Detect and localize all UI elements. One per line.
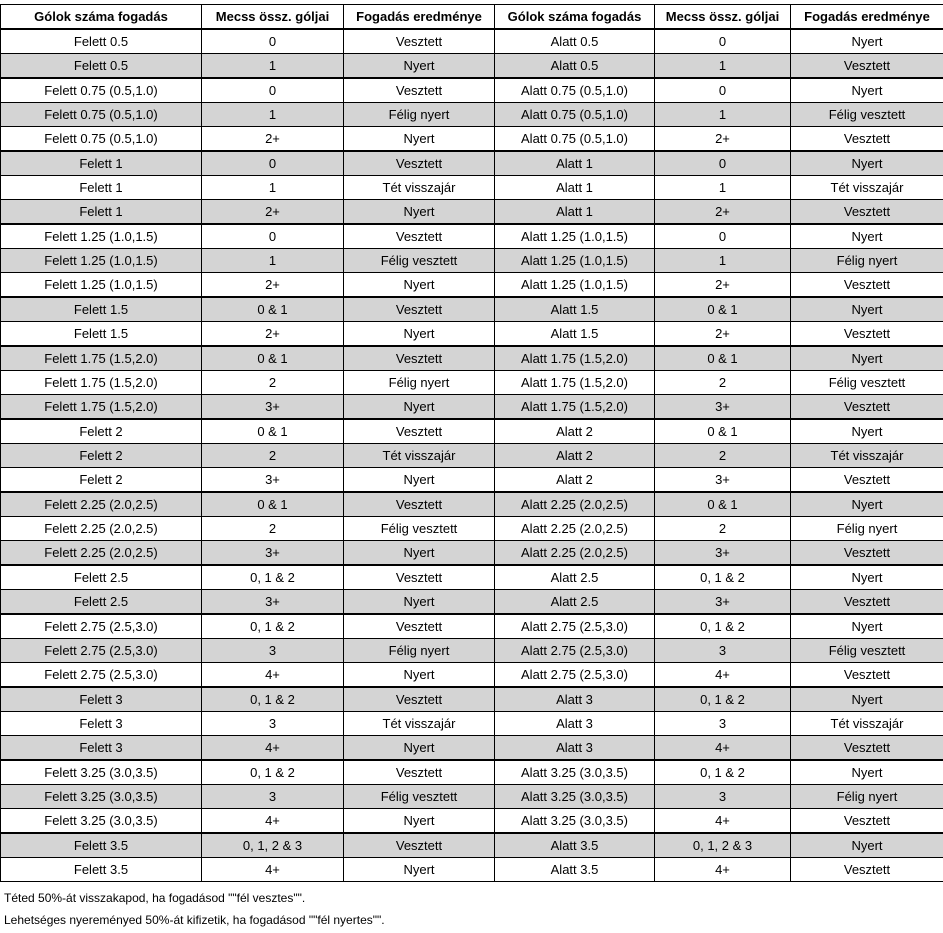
table-row xyxy=(1,590,943,615)
cell-under-result: Nyert xyxy=(791,151,943,176)
cell-under-total-goals: 3 xyxy=(655,639,791,663)
cell-under-result: Nyert xyxy=(791,614,943,639)
cell-under-bet: Alatt 2.25 (2.0,2.5) xyxy=(495,541,655,566)
cell-over-total-goals: 0 & 1 xyxy=(202,297,344,322)
header-over-bet: Gólok száma fogadás xyxy=(1,5,202,30)
cell-under-bet: Alatt 3.25 (3.0,3.5) xyxy=(495,760,655,785)
header-over-result: Fogadás eredménye xyxy=(344,5,495,30)
cell-over-total-goals: 3 xyxy=(202,785,344,809)
cell-under-total-goals: 2+ xyxy=(655,200,791,225)
table-row xyxy=(1,322,943,347)
table-row xyxy=(1,371,943,395)
cell-over-bet: Felett 1 xyxy=(1,151,202,176)
cell-under-total-goals: 0 & 1 xyxy=(655,297,791,322)
cell-over-bet: Felett 3 xyxy=(1,712,202,736)
cell-under-result: Vesztett xyxy=(791,663,943,688)
cell-under-bet: Alatt 1.75 (1.5,2.0) xyxy=(495,395,655,420)
cell-over-result: Tét visszajár xyxy=(344,712,495,736)
cell-under-result: Vesztett xyxy=(791,395,943,420)
cell-over-bet: Felett 0.75 (0.5,1.0) xyxy=(1,103,202,127)
cell-over-bet: Felett 1 xyxy=(1,200,202,225)
cell-over-bet: Felett 2 xyxy=(1,419,202,444)
cell-under-bet: Alatt 1.25 (1.0,1.5) xyxy=(495,224,655,249)
cell-over-bet: Felett 2 xyxy=(1,444,202,468)
cell-over-bet: Felett 2.75 (2.5,3.0) xyxy=(1,639,202,663)
cell-under-result: Nyert xyxy=(791,346,943,371)
cell-under-result: Tét visszajár xyxy=(791,444,943,468)
cell-over-bet: Felett 1.25 (1.0,1.5) xyxy=(1,224,202,249)
cell-over-total-goals: 0, 1 & 2 xyxy=(202,565,344,590)
cell-over-total-goals: 2+ xyxy=(202,273,344,298)
cell-under-total-goals: 0, 1 & 2 xyxy=(655,565,791,590)
cell-over-bet: Felett 3.25 (3.0,3.5) xyxy=(1,785,202,809)
table-row xyxy=(1,809,943,834)
table-row xyxy=(1,54,943,79)
table-row xyxy=(1,249,943,273)
cell-over-result: Félig vesztett xyxy=(344,249,495,273)
cell-under-bet: Alatt 0.5 xyxy=(495,54,655,79)
cell-over-result: Vesztett xyxy=(344,760,495,785)
table-row xyxy=(1,346,943,371)
table-row xyxy=(1,444,943,468)
cell-under-bet: Alatt 2 xyxy=(495,419,655,444)
cell-under-total-goals: 3+ xyxy=(655,590,791,615)
cell-under-total-goals: 1 xyxy=(655,54,791,79)
cell-under-total-goals: 2+ xyxy=(655,273,791,298)
table-row xyxy=(1,565,943,590)
cell-over-result: Nyert xyxy=(344,468,495,493)
cell-under-result: Nyert xyxy=(791,29,943,54)
cell-under-bet: Alatt 1.75 (1.5,2.0) xyxy=(495,371,655,395)
cell-under-bet: Alatt 3.5 xyxy=(495,858,655,882)
table-row xyxy=(1,468,943,493)
cell-under-bet: Alatt 1.5 xyxy=(495,322,655,347)
cell-over-result: Vesztett xyxy=(344,614,495,639)
cell-under-result: Vesztett xyxy=(791,200,943,225)
cell-over-total-goals: 0 xyxy=(202,151,344,176)
cell-over-total-goals: 0, 1 & 2 xyxy=(202,760,344,785)
cell-over-total-goals: 0 xyxy=(202,224,344,249)
cell-over-result: Vesztett xyxy=(344,419,495,444)
cell-under-bet: Alatt 2.75 (2.5,3.0) xyxy=(495,663,655,688)
cell-over-bet: Felett 3.25 (3.0,3.5) xyxy=(1,809,202,834)
cell-under-bet: Alatt 2.25 (2.0,2.5) xyxy=(495,492,655,517)
cell-over-bet: Felett 1.25 (1.0,1.5) xyxy=(1,273,202,298)
cell-over-total-goals: 4+ xyxy=(202,809,344,834)
cell-under-result: Félig vesztett xyxy=(791,103,943,127)
cell-under-bet: Alatt 3 xyxy=(495,736,655,761)
cell-under-bet: Alatt 3 xyxy=(495,712,655,736)
header-over-total-goals: Mecss össz. góljai xyxy=(202,5,344,30)
table-row xyxy=(1,151,943,176)
cell-under-bet: Alatt 3.5 xyxy=(495,833,655,858)
cell-over-result: Nyert xyxy=(344,736,495,761)
cell-over-bet: Felett 2 xyxy=(1,468,202,493)
cell-over-bet: Felett 2.75 (2.5,3.0) xyxy=(1,614,202,639)
table-row xyxy=(1,395,943,420)
cell-under-result: Nyert xyxy=(791,492,943,517)
cell-under-bet: Alatt 2 xyxy=(495,444,655,468)
cell-under-bet: Alatt 0.75 (0.5,1.0) xyxy=(495,78,655,103)
table-row xyxy=(1,273,943,298)
cell-under-result: Nyert xyxy=(791,224,943,249)
cell-under-bet: Alatt 3.25 (3.0,3.5) xyxy=(495,809,655,834)
cell-under-result: Nyert xyxy=(791,687,943,712)
cell-over-result: Nyert xyxy=(344,663,495,688)
cell-under-result: Félig nyert xyxy=(791,249,943,273)
footnote-half-won: Lehetséges nyereményed 50%-át kifizetik, ha fogadásod ""fél nyertes"". xyxy=(4,913,385,927)
cell-under-total-goals: 0 xyxy=(655,78,791,103)
cell-over-total-goals: 0 xyxy=(202,78,344,103)
cell-over-total-goals: 0, 1, 2 & 3 xyxy=(202,833,344,858)
table-row xyxy=(1,492,943,517)
table-row xyxy=(1,419,943,444)
cell-under-total-goals: 0 xyxy=(655,224,791,249)
cell-under-result: Nyert xyxy=(791,760,943,785)
cell-over-total-goals: 2+ xyxy=(202,127,344,152)
cell-over-result: Tét visszajár xyxy=(344,444,495,468)
cell-over-total-goals: 2+ xyxy=(202,200,344,225)
cell-under-result: Vesztett xyxy=(791,590,943,615)
cell-under-result: Félig vesztett xyxy=(791,371,943,395)
cell-over-total-goals: 1 xyxy=(202,54,344,79)
cell-over-bet: Felett 1.25 (1.0,1.5) xyxy=(1,249,202,273)
cell-over-bet: Felett 1.5 xyxy=(1,297,202,322)
cell-over-total-goals: 2+ xyxy=(202,322,344,347)
cell-over-result: Nyert xyxy=(344,322,495,347)
cell-under-total-goals: 4+ xyxy=(655,663,791,688)
cell-under-total-goals: 4+ xyxy=(655,858,791,882)
cell-over-total-goals: 4+ xyxy=(202,736,344,761)
cell-over-bet: Felett 1.75 (1.5,2.0) xyxy=(1,371,202,395)
cell-under-bet: Alatt 1 xyxy=(495,176,655,200)
cell-under-bet: Alatt 1.5 xyxy=(495,297,655,322)
cell-over-total-goals: 1 xyxy=(202,176,344,200)
cell-under-total-goals: 2 xyxy=(655,371,791,395)
table-row xyxy=(1,297,943,322)
table-row xyxy=(1,127,943,152)
table-row xyxy=(1,858,943,882)
cell-over-result: Félig vesztett xyxy=(344,517,495,541)
cell-over-bet: Felett 2.5 xyxy=(1,565,202,590)
cell-over-bet: Felett 2.25 (2.0,2.5) xyxy=(1,492,202,517)
table-row xyxy=(1,103,943,127)
table-header-row xyxy=(1,5,943,30)
cell-under-bet: Alatt 3.25 (3.0,3.5) xyxy=(495,785,655,809)
cell-over-total-goals: 1 xyxy=(202,103,344,127)
cell-under-bet: Alatt 2.75 (2.5,3.0) xyxy=(495,614,655,639)
cell-under-result: Vesztett xyxy=(791,809,943,834)
cell-over-result: Félig nyert xyxy=(344,103,495,127)
cell-under-result: Nyert xyxy=(791,297,943,322)
table-row xyxy=(1,712,943,736)
cell-under-total-goals: 1 xyxy=(655,176,791,200)
table-row xyxy=(1,517,943,541)
cell-under-result: Tét visszajár xyxy=(791,176,943,200)
cell-under-result: Vesztett xyxy=(791,54,943,79)
cell-over-total-goals: 0, 1 & 2 xyxy=(202,687,344,712)
cell-over-bet: Felett 2.75 (2.5,3.0) xyxy=(1,663,202,688)
cell-over-bet: Felett 1.5 xyxy=(1,322,202,347)
cell-under-total-goals: 4+ xyxy=(655,809,791,834)
cell-over-result: Vesztett xyxy=(344,346,495,371)
table-row xyxy=(1,639,943,663)
cell-over-bet: Felett 0.5 xyxy=(1,54,202,79)
cell-over-result: Vesztett xyxy=(344,297,495,322)
cell-over-bet: Felett 0.75 (0.5,1.0) xyxy=(1,78,202,103)
table-row xyxy=(1,760,943,785)
cell-over-result: Vesztett xyxy=(344,151,495,176)
footnotes xyxy=(4,887,385,931)
cell-over-bet: Felett 2.25 (2.0,2.5) xyxy=(1,541,202,566)
cell-over-total-goals: 2 xyxy=(202,371,344,395)
cell-under-bet: Alatt 2.25 (2.0,2.5) xyxy=(495,517,655,541)
table-row xyxy=(1,78,943,103)
cell-under-total-goals: 0 xyxy=(655,29,791,54)
cell-under-result: Vesztett xyxy=(791,468,943,493)
cell-over-total-goals: 0, 1 & 2 xyxy=(202,614,344,639)
cell-over-result: Vesztett xyxy=(344,29,495,54)
table-row xyxy=(1,200,943,225)
cell-over-total-goals: 3 xyxy=(202,712,344,736)
cell-over-bet: Felett 1 xyxy=(1,176,202,200)
cell-over-total-goals: 4+ xyxy=(202,663,344,688)
cell-under-total-goals: 0 & 1 xyxy=(655,492,791,517)
cell-under-total-goals: 0, 1 & 2 xyxy=(655,614,791,639)
cell-over-total-goals: 3 xyxy=(202,639,344,663)
cell-under-total-goals: 3+ xyxy=(655,541,791,566)
cell-over-bet: Felett 0.75 (0.5,1.0) xyxy=(1,127,202,152)
cell-over-bet: Felett 2.5 xyxy=(1,590,202,615)
cell-over-result: Nyert xyxy=(344,809,495,834)
table-body xyxy=(1,29,943,882)
cell-over-result: Vesztett xyxy=(344,224,495,249)
cell-over-result: Nyert xyxy=(344,590,495,615)
cell-over-bet: Felett 1.75 (1.5,2.0) xyxy=(1,346,202,371)
cell-over-bet: Felett 2.25 (2.0,2.5) xyxy=(1,517,202,541)
cell-over-result: Nyert xyxy=(344,395,495,420)
cell-over-result: Vesztett xyxy=(344,687,495,712)
cell-over-result: Vesztett xyxy=(344,565,495,590)
cell-under-total-goals: 3 xyxy=(655,712,791,736)
table-row xyxy=(1,541,943,566)
cell-under-bet: Alatt 1.25 (1.0,1.5) xyxy=(495,273,655,298)
cell-over-result: Vesztett xyxy=(344,833,495,858)
cell-under-total-goals: 0, 1, 2 & 3 xyxy=(655,833,791,858)
cell-under-total-goals: 2+ xyxy=(655,322,791,347)
table-row xyxy=(1,176,943,200)
cell-under-bet: Alatt 2.75 (2.5,3.0) xyxy=(495,639,655,663)
header-under-total-goals: Mecss össz. góljai xyxy=(655,5,791,30)
cell-over-result: Nyert xyxy=(344,54,495,79)
cell-under-result: Vesztett xyxy=(791,736,943,761)
cell-over-bet: Felett 3.25 (3.0,3.5) xyxy=(1,760,202,785)
cell-over-result: Nyert xyxy=(344,858,495,882)
cell-under-total-goals: 0 & 1 xyxy=(655,419,791,444)
cell-under-total-goals: 0 & 1 xyxy=(655,346,791,371)
cell-over-result: Vesztett xyxy=(344,78,495,103)
header-under-bet: Gólok száma fogadás xyxy=(495,5,655,30)
cell-under-total-goals: 1 xyxy=(655,103,791,127)
cell-under-total-goals: 4+ xyxy=(655,736,791,761)
cell-over-result: Nyert xyxy=(344,273,495,298)
cell-under-result: Vesztett xyxy=(791,541,943,566)
cell-under-bet: Alatt 1 xyxy=(495,200,655,225)
cell-over-bet: Felett 3 xyxy=(1,687,202,712)
cell-over-total-goals: 3+ xyxy=(202,395,344,420)
table-row xyxy=(1,663,943,688)
cell-over-total-goals: 1 xyxy=(202,249,344,273)
cell-under-result: Félig nyert xyxy=(791,785,943,809)
cell-under-bet: Alatt 1 xyxy=(495,151,655,176)
cell-under-result: Nyert xyxy=(791,565,943,590)
header-under-result: Fogadás eredménye xyxy=(791,5,943,30)
cell-over-total-goals: 0 & 1 xyxy=(202,492,344,517)
cell-over-result: Félig vesztett xyxy=(344,785,495,809)
table-row xyxy=(1,614,943,639)
cell-over-result: Vesztett xyxy=(344,492,495,517)
table-row xyxy=(1,29,943,54)
cell-under-bet: Alatt 2.5 xyxy=(495,590,655,615)
cell-under-result: Nyert xyxy=(791,78,943,103)
table-row xyxy=(1,785,943,809)
cell-over-bet: Felett 3.5 xyxy=(1,858,202,882)
cell-under-total-goals: 2+ xyxy=(655,127,791,152)
table-row xyxy=(1,687,943,712)
cell-over-total-goals: 3+ xyxy=(202,468,344,493)
cell-under-result: Nyert xyxy=(791,833,943,858)
cell-under-total-goals: 3+ xyxy=(655,468,791,493)
cell-under-total-goals: 0, 1 & 2 xyxy=(655,760,791,785)
cell-over-result: Nyert xyxy=(344,200,495,225)
cell-under-bet: Alatt 2.5 xyxy=(495,565,655,590)
cell-under-total-goals: 3 xyxy=(655,785,791,809)
cell-over-total-goals: 0 & 1 xyxy=(202,419,344,444)
cell-under-total-goals: 0, 1 & 2 xyxy=(655,687,791,712)
cell-under-bet: Alatt 0.5 xyxy=(495,29,655,54)
cell-over-result: Félig nyert xyxy=(344,371,495,395)
cell-over-result: Nyert xyxy=(344,127,495,152)
cell-over-total-goals: 0 xyxy=(202,29,344,54)
cell-over-total-goals: 3+ xyxy=(202,541,344,566)
cell-over-bet: Felett 1.75 (1.5,2.0) xyxy=(1,395,202,420)
cell-over-total-goals: 4+ xyxy=(202,858,344,882)
cell-over-total-goals: 2 xyxy=(202,444,344,468)
goal-betting-table xyxy=(0,4,943,882)
cell-under-total-goals: 2 xyxy=(655,517,791,541)
cell-over-bet: Felett 0.5 xyxy=(1,29,202,54)
cell-under-bet: Alatt 3 xyxy=(495,687,655,712)
table-row xyxy=(1,736,943,761)
cell-over-result: Tét visszajár xyxy=(344,176,495,200)
cell-under-result: Félig vesztett xyxy=(791,639,943,663)
cell-under-result: Tét visszajár xyxy=(791,712,943,736)
cell-under-result: Nyert xyxy=(791,419,943,444)
cell-under-total-goals: 1 xyxy=(655,249,791,273)
cell-under-bet: Alatt 1.75 (1.5,2.0) xyxy=(495,346,655,371)
cell-over-result: Nyert xyxy=(344,541,495,566)
cell-under-bet: Alatt 1.25 (1.0,1.5) xyxy=(495,249,655,273)
cell-over-bet: Felett 3.5 xyxy=(1,833,202,858)
cell-under-bet: Alatt 0.75 (0.5,1.0) xyxy=(495,127,655,152)
cell-under-result: Vesztett xyxy=(791,127,943,152)
table-row xyxy=(1,224,943,249)
cell-under-result: Félig nyert xyxy=(791,517,943,541)
cell-over-bet: Felett 3 xyxy=(1,736,202,761)
cell-under-bet: Alatt 0.75 (0.5,1.0) xyxy=(495,103,655,127)
cell-under-result: Vesztett xyxy=(791,858,943,882)
cell-under-result: Vesztett xyxy=(791,322,943,347)
cell-over-total-goals: 3+ xyxy=(202,590,344,615)
cell-under-result: Vesztett xyxy=(791,273,943,298)
cell-under-total-goals: 0 xyxy=(655,151,791,176)
cell-over-result: Félig nyert xyxy=(344,639,495,663)
table-row xyxy=(1,833,943,858)
cell-over-total-goals: 0 & 1 xyxy=(202,346,344,371)
cell-over-total-goals: 2 xyxy=(202,517,344,541)
cell-under-bet: Alatt 2 xyxy=(495,468,655,493)
cell-under-total-goals: 3+ xyxy=(655,395,791,420)
cell-under-total-goals: 2 xyxy=(655,444,791,468)
footnote-half-lost: Téted 50%-át visszakapod, ha fogadásod ""fél vesztes"". xyxy=(4,891,306,905)
